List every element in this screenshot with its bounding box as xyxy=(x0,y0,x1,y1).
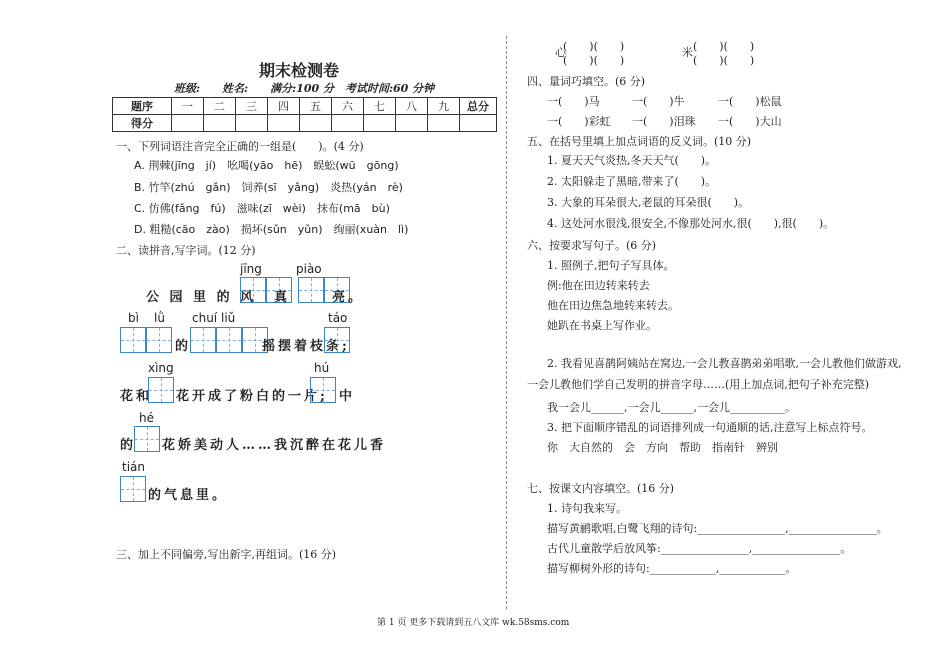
q1-option-c[interactable]: C. 仿佛(fǎng fú) 滋味(zī wèi) 抹布(mā bù) xyxy=(134,202,390,215)
score-table xyxy=(112,97,497,132)
q2-text: 的 xyxy=(175,339,192,354)
writing-grid-cell[interactable] xyxy=(146,327,172,353)
q3-heading: 三、加上不同偏旁,写出新字,再组词。(16 分) xyxy=(116,548,337,561)
score-cell[interactable] xyxy=(204,115,236,132)
q2-text: 花和 xyxy=(120,389,153,404)
q6-item-3: 3. 把下面顺序错乱的词语排列成一句通顺的话,注意写上标点符号。 xyxy=(547,421,873,434)
q3-bracket-row[interactable]: ( )( ) xyxy=(693,54,755,67)
q5-item[interactable]: 3. 大象的耳朵很大,老鼠的耳朵很( )。 xyxy=(547,196,750,209)
q2-text: 亮。 xyxy=(332,290,365,305)
q6-item-2-answer[interactable]: 我一会儿______,一会儿______,一会儿__________。 xyxy=(547,401,796,414)
writing-grid-cell[interactable] xyxy=(190,327,216,353)
header-cell: 五 xyxy=(300,98,332,115)
score-cell[interactable] xyxy=(396,115,428,132)
score-cell[interactable] xyxy=(332,115,364,132)
score-cell[interactable] xyxy=(428,115,460,132)
score-cell[interactable] xyxy=(172,115,204,132)
header-cell: 三 xyxy=(236,98,268,115)
pinyin-label: lǜ xyxy=(154,311,165,325)
header-cell: 四 xyxy=(268,98,300,115)
pinyin-label: táo xyxy=(328,311,348,325)
q1-option-b[interactable]: B. 竹竿(zhú gǎn) 饲养(sī yǎng) 炎热(yán rè) xyxy=(134,181,403,194)
pinyin-label: hú xyxy=(314,361,330,375)
pinyin-label: hé xyxy=(139,411,154,425)
page-footer: 第 1 页 更多下载请到五八文库 wk.58sms.com xyxy=(377,618,570,628)
writing-grid-cell[interactable] xyxy=(134,426,160,452)
header-cell: 二 xyxy=(204,98,236,115)
q4-heading: 四、量词巧填空。(6 分) xyxy=(527,75,646,88)
q4-item[interactable]: 一( )泪珠 xyxy=(632,115,696,128)
q2-text: 花娇美动人……我沉醉在花儿香 xyxy=(162,438,387,453)
header-cell: 八 xyxy=(396,98,428,115)
q6-task: 她趴在书桌上写作业。 xyxy=(547,319,657,332)
writing-grid-cell[interactable] xyxy=(120,327,146,353)
q6-item-3-words: 你 大自然的 会 方向 帮助 指南针 辨别 xyxy=(547,441,778,454)
writing-grid-cell[interactable] xyxy=(120,476,146,502)
q2-text: 的气息里。 xyxy=(148,488,229,503)
q2-heading: 二、读拼音,写字词。(12 分) xyxy=(116,244,256,257)
header-cell: 九 xyxy=(428,98,460,115)
header-cell: 七 xyxy=(364,98,396,115)
q4-item[interactable]: 一( )松鼠 xyxy=(718,95,782,108)
score-cell[interactable] xyxy=(364,115,396,132)
q4-item[interactable]: 一( )牛 xyxy=(632,95,685,108)
score-cell[interactable] xyxy=(236,115,268,132)
q7-item-1: 1. 诗句我来写。 xyxy=(547,502,627,515)
writing-grid-cell[interactable] xyxy=(310,377,336,403)
score-cell[interactable] xyxy=(268,115,300,132)
pinyin-label: xìng xyxy=(148,361,174,375)
q5-item[interactable]: 1. 夏天天气炎热,冬天天气( )。 xyxy=(547,154,717,167)
q5-item[interactable]: 4. 这处河水很浅,很安全,不像那处河水,很( ),很( )。 xyxy=(547,217,835,230)
q6-example: 例:他在田边转来转去 xyxy=(547,279,650,292)
score-cell[interactable] xyxy=(460,115,497,132)
q4-item[interactable]: 一( )大山 xyxy=(718,115,782,128)
q6-example: 他在田边焦急地转来转去。 xyxy=(547,299,679,312)
q3-char-2: 米 xyxy=(682,46,693,59)
page-title: 期末检测卷 xyxy=(259,61,340,80)
writing-grid-cell[interactable] xyxy=(324,327,350,353)
pinyin-label: piào xyxy=(296,262,322,276)
q4-item[interactable]: 一( )马 xyxy=(547,95,600,108)
q5-heading: 五、在括号里填上加点词语的反义词。(10 分) xyxy=(527,135,752,148)
q6-heading: 六、按要求写句子。(6 分) xyxy=(527,239,657,252)
q1-heading: 一、下列词语注音完全正确的一组是( )。(4 分) xyxy=(116,140,364,153)
q2-text: 花开成了粉白的一片; xyxy=(176,389,328,404)
header-cell: 一 xyxy=(172,98,204,115)
score-cell[interactable] xyxy=(300,115,332,132)
q7-line[interactable]: 描写柳树外形的诗句:____________,____________。 xyxy=(547,562,797,575)
q3-bracket-row[interactable]: ( )( ) xyxy=(563,54,625,67)
writing-grid-cell[interactable] xyxy=(298,277,324,303)
pinyin-label: bì xyxy=(128,311,139,325)
row-label: 得分 xyxy=(113,115,172,132)
q4-item[interactable]: 一( )彩虹 xyxy=(547,115,611,128)
q2-text: 公 园 里 的 风 xyxy=(146,290,257,305)
q2-text: 真 xyxy=(274,290,291,305)
q3-char-1: 心 xyxy=(555,46,566,59)
writing-grid-cell[interactable] xyxy=(240,277,266,303)
q7-heading: 七、按课文内容填空。(16 分) xyxy=(527,482,675,495)
header-cell: 题序 xyxy=(113,98,172,115)
writing-grid-cell[interactable] xyxy=(216,327,242,353)
q1-option-a[interactable]: A. 荆棘(jīng jí) 吆喝(yāo hē) 蜈蚣(wū gōng) xyxy=(134,159,399,172)
q7-line[interactable]: 古代儿童散学后放风筝:________________,________________。 xyxy=(547,542,852,555)
q6-item-2-cont: 一会儿教他们学自己发明的拼音字母……(用上加点词,把句子补充完整) xyxy=(527,378,870,391)
q3-bracket-row[interactable]: ( )( ) xyxy=(563,40,625,53)
pinyin-label: jīng xyxy=(240,262,262,276)
q2-text: 摇摆着枝条; xyxy=(262,339,350,354)
q1-option-d[interactable]: D. 粗糙(cāo zào) 损坏(sǔn yǔn) 绚丽(xuàn lì) xyxy=(134,223,409,236)
q2-text: 的 xyxy=(120,438,137,453)
score-table-row xyxy=(113,115,497,132)
q7-line[interactable]: 描写黄鹂歌唱,白鹭飞翔的诗句:________________,________________。 xyxy=(547,522,888,535)
q6-item-1: 1. 照例子,把句子写具体。 xyxy=(547,259,675,272)
pinyin-label: tián xyxy=(122,460,145,474)
exam-info-line: 班级: 姓名: 满分:100 分 考试时间:60 分钟 xyxy=(174,82,435,95)
q5-item[interactable]: 2. 太阳躲走了黑暗,带来了( )。 xyxy=(547,175,717,188)
column-divider xyxy=(506,36,507,609)
q3-bracket-row[interactable]: ( )( ) xyxy=(693,40,755,53)
q2-text: 中 xyxy=(339,389,356,404)
q6-item-2: 2. 我看见喜鹊阿姨站在窝边,一会儿教喜鹊弟弟唱歌,一会儿教他们做游戏, xyxy=(547,357,902,370)
pinyin-label: liǔ xyxy=(221,311,236,325)
pinyin-label: chuí xyxy=(192,311,218,325)
header-cell: 六 xyxy=(332,98,364,115)
header-cell: 总分 xyxy=(460,98,497,115)
writing-grid-cell[interactable] xyxy=(148,377,174,403)
score-table-header xyxy=(113,98,497,115)
